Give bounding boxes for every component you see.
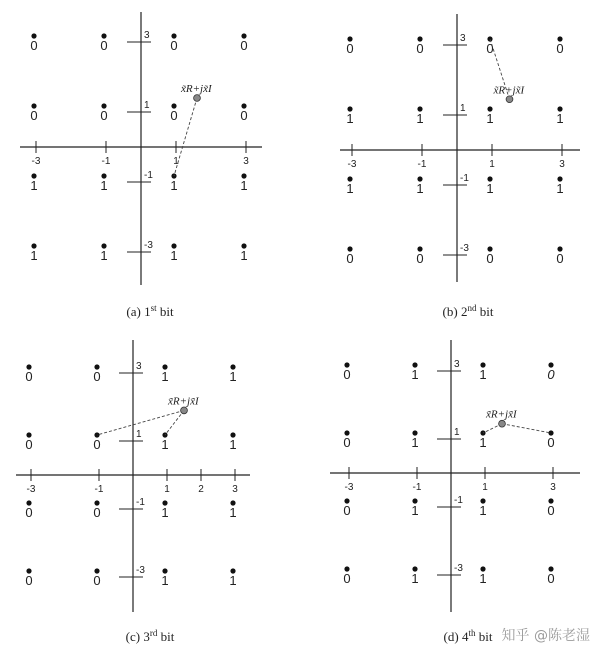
y-tick-label: 1 (144, 100, 150, 111)
bit-label: 1 (161, 505, 169, 520)
bit-label: 1 (411, 503, 419, 518)
y-tick-label: -3 (454, 563, 463, 574)
x-tick-label: 1 (164, 484, 170, 495)
bit-label: 1 (479, 571, 487, 586)
bit-label: 0 (486, 41, 494, 56)
panel-caption: (b) 2nd bit (442, 303, 494, 319)
bit-label: 1 (416, 181, 424, 196)
x-tick-label: 3 (232, 484, 238, 495)
x-tick-label: 3 (559, 159, 565, 170)
bit-label: 1 (229, 505, 237, 520)
bit-label: 0 (556, 251, 564, 266)
received-point (506, 96, 513, 103)
bit-label: 0 (416, 251, 424, 266)
bit-label: 1 (229, 369, 237, 384)
bit-label: 0 (93, 369, 101, 384)
distance-line (502, 424, 551, 433)
bit-label: 1 (170, 178, 178, 193)
bit-label: 0 (93, 505, 101, 520)
bit-label: 0 (100, 38, 108, 53)
bit-label: 1 (486, 111, 494, 126)
bit-label: 1 (170, 248, 178, 263)
bit-label: 0 (556, 41, 564, 56)
panel-caption: (d) 4th bit (443, 628, 493, 644)
y-tick-label: -3 (460, 243, 469, 254)
bit-label: 0 (240, 38, 248, 53)
x-tick-label: -1 (94, 484, 104, 495)
distance-line (165, 410, 184, 435)
bit-label: 1 (556, 111, 564, 126)
bit-label: 0 (486, 251, 494, 266)
bit-label: 1 (479, 367, 487, 382)
received-label: x̃R+jx̃I (493, 84, 525, 97)
y-tick-label: 3 (460, 33, 466, 44)
bit-label: 0 (343, 571, 351, 586)
bit-label: 0 (93, 573, 101, 588)
bit-label: 1 (229, 437, 237, 452)
x-tick-label: 1 (173, 156, 179, 167)
bit-label: 1 (411, 367, 419, 382)
bit-label: 0 (343, 435, 351, 450)
x-tick-label: -3 (31, 156, 41, 167)
x-tick-label: -3 (347, 159, 357, 170)
y-tick-label: -3 (144, 240, 153, 251)
panel-caption: (a) 1st bit (126, 303, 174, 319)
bit-label: 1 (240, 248, 248, 263)
bit-label: 1 (30, 178, 38, 193)
bit-label: 1 (411, 435, 419, 450)
received-label: x̃R+jx̃I (486, 408, 517, 421)
bit-label: 1 (346, 181, 354, 196)
panel-2 (340, 14, 580, 319)
bit-label: 1 (100, 248, 108, 263)
bit-label: 0 (25, 505, 33, 520)
received-point (181, 407, 188, 414)
x-tick-label: -3 (26, 484, 36, 495)
panel-caption: (c) 3rd bit (125, 628, 175, 644)
y-tick-label: 3 (144, 30, 150, 41)
bit-label: 0 (25, 437, 33, 452)
bit-label: 0 (240, 108, 248, 123)
bit-label: 0 (93, 437, 101, 452)
bit-label: 1 (411, 571, 419, 586)
bit-label: 0 (170, 108, 178, 123)
x-tick-label: 1 (482, 482, 488, 493)
received-point (194, 95, 201, 102)
x-tick-label: -3 (344, 482, 354, 493)
bit-label: 1 (161, 369, 169, 384)
x-tick-label: 3 (243, 156, 249, 167)
bit-label: 1 (479, 435, 487, 450)
watermark: 知乎 @陈老湿 (501, 628, 590, 644)
x-tick-label: -1 (412, 482, 422, 493)
y-tick-label: -1 (144, 170, 153, 181)
y-tick-label: 1 (454, 427, 460, 438)
x-tick-label: 2 (198, 484, 204, 495)
received-label: x̃R+jx̃I (181, 83, 212, 95)
bit-label: 1 (479, 503, 487, 518)
panel-4 (330, 340, 580, 644)
bit-label: 0 (547, 571, 555, 586)
x-tick-label: -1 (101, 156, 111, 167)
x-tick-label: -1 (417, 159, 427, 170)
bit-label: 1 (30, 248, 38, 263)
bit-label: 0 (25, 573, 33, 588)
bit-label: 1 (240, 178, 248, 193)
bit-label: 0 (547, 503, 555, 518)
received-label: x̃R+jx̃I (168, 395, 199, 408)
bit-label: 0 (343, 367, 351, 382)
bit-label: 1 (161, 437, 169, 452)
bit-label: 1 (556, 181, 564, 196)
bit-label: 0 (346, 41, 354, 56)
bit-label: 1 (486, 181, 494, 196)
y-tick-label: 1 (460, 103, 466, 114)
y-tick-label: 3 (454, 359, 460, 370)
panel-1 (20, 12, 262, 319)
y-tick-label: -3 (136, 565, 145, 576)
bit-label: 0 (343, 503, 351, 518)
bit-label: 1 (100, 178, 108, 193)
bit-label: 0 (170, 38, 178, 53)
bit-label: 0 (30, 108, 38, 123)
x-tick-label: 1 (489, 159, 495, 170)
bit-label: 1 (416, 111, 424, 126)
bit-label: 0 (25, 369, 33, 384)
y-tick-label: 1 (136, 429, 142, 440)
bit-label: 1 (346, 111, 354, 126)
y-tick-label: -1 (136, 497, 145, 508)
received-point (499, 420, 506, 427)
y-tick-label: -1 (460, 173, 469, 184)
bit-label: 0 (547, 367, 555, 382)
bit-label: 0 (547, 435, 555, 450)
y-tick-label: 3 (136, 361, 142, 372)
bit-label: 0 (416, 41, 424, 56)
bit-label: 0 (346, 251, 354, 266)
bit-label: 1 (161, 573, 169, 588)
bit-label: 1 (229, 573, 237, 588)
panel-3 (16, 340, 250, 644)
y-tick-label: -1 (454, 495, 463, 506)
x-tick-label: 3 (550, 482, 556, 493)
bit-label: 0 (30, 38, 38, 53)
bit-label: 0 (100, 108, 108, 123)
